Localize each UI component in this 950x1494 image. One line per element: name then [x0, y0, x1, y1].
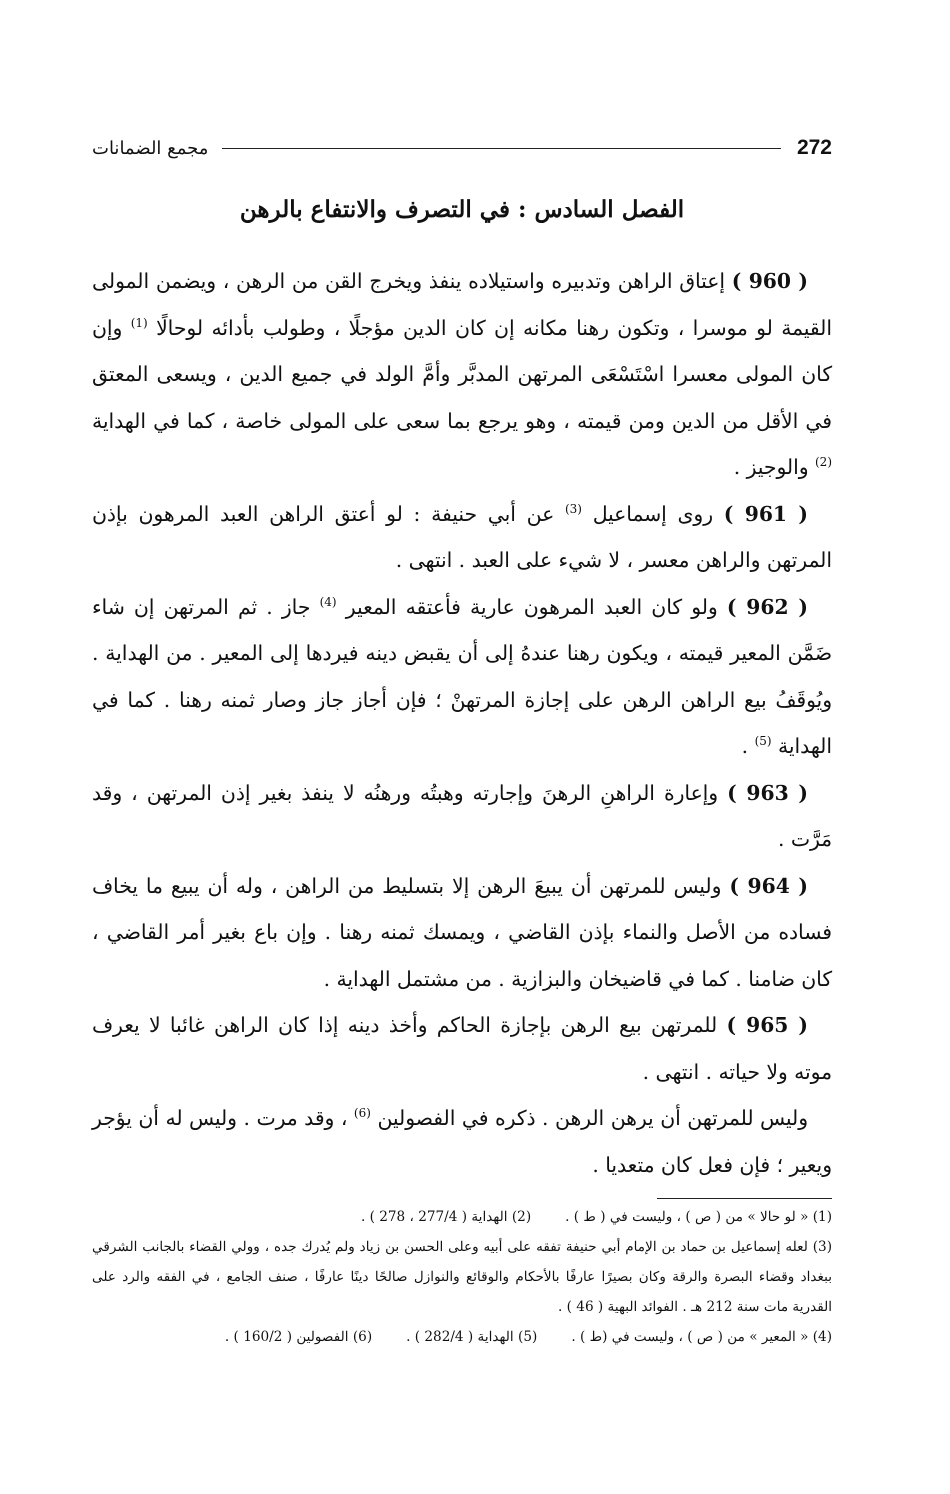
paragraph-text: جاز . ثم المرتهن إن شاء ضَمَّن المعير قيمته ، ويكون رهنا عندهُ إلى أن يقبض دينه فيردها إلى المعير . من الهداية . ويُوقَفُ بيع الراهن الرهن على إجازة المرتهنْ ؛ فإن أجاز جاز وصار ثمنه رهنا . كما في الهداية — [92, 594, 832, 758]
separator-line — [657, 1198, 832, 1199]
footnote-4: (4) « المعير » من ( ص ) ، وليست في (ط ) . — [571, 1329, 832, 1345]
book-title: مجمع الضمانات — [92, 137, 209, 159]
paragraph-text: وإن كان المولى معسرا اسْتَسْعَى المرتهن المدبَّر وأمَّ الولد في جميع الدين ، ويسعى المعتق في الأقل من الدين ومن قيمته ، وهو يرجع بما سعى على المولى خاصة ، كما في الهداية — [92, 315, 832, 433]
paragraph-text: وليس للمرتهن أن يرهن الرهن . ذكره في الفصولين — [370, 1106, 808, 1130]
paragraph-closing — [92, 1095, 832, 1188]
body-text — [92, 258, 832, 1177]
footnote-ref: (6) — [353, 1106, 371, 1121]
footnote-ref: (3) — [564, 501, 582, 516]
issue-number: ( 963 ) — [727, 780, 808, 805]
running-head — [92, 128, 832, 168]
footnote-row — [92, 1322, 832, 1352]
footnote-ref: (5) — [754, 734, 772, 749]
footnote-1: (1) « لو حالا » من ( ص ) ، وليست في ( ط ) . — [565, 1209, 832, 1225]
footnotes — [92, 1202, 832, 1352]
paragraph-text: ، وقد مرت . وليس له أن يؤجر ويعير ؛ فإن فعل كان متعديا . — [92, 1106, 832, 1177]
page-number: 272 — [796, 136, 832, 159]
paragraph-text: وليس للمرتهن أن يبيعَ الرهن إلا بتسليط من الراهن ، وله أن يبيع ما يخاف فساده من الأصل والنماء بإذن القاضي ، ويمسك ثمنه رهنا . وإن باع بغير أمر القاضي ، كان ضامنا . كما في قاضيخان والبزازية . من مشتمل الهداية . — [92, 873, 832, 991]
footnote-3: (3) لعله إسماعيل بن حماد بن الإمام أبي حنيفة تفقه على أبيه وعلى الحسن بن زياد ولم يُدرك جده ، وولي القضاء بالجانب الشرقي ببغداد وقضاء البصرة والرقة وكان بصيرًا عارفًا بالأحكام والوقائع والنوازل صالحًا دينًا عارفًا ، صنف الجامع ، في الفقه والرد على القدرية مات سنة 212 هـ . الفوائد البهية ( 46 ) . — [92, 1239, 832, 1315]
footnote-5: (5) الهداية ( 282/4 ) . — [406, 1329, 538, 1345]
chapter-title: الفصل السادس : في التصرف والانتفاع بالرهن — [239, 196, 685, 223]
paragraph-text: وإعارة الراهنِ الرهنَ وإجارته وهبتُه ورهنُه لا ينفذ بغير إذن المرتهن ، وقد مَرَّت . — [92, 780, 832, 851]
paragraph-text: ولو كان العبد المرهون عارية فأعتقه المعير — [336, 594, 727, 619]
paragraph-961 — [92, 491, 832, 584]
paragraph-965 — [92, 1002, 832, 1095]
issue-number: ( 965 ) — [726, 1013, 808, 1037]
paragraph-962 — [92, 584, 832, 770]
header-rule — [222, 148, 781, 149]
paragraph-text: روى إسماعيل — [581, 501, 724, 526]
paragraph-text: إعتاق الراهن وتدبيره واستيلاده ينفذ ويخرج القن من الرهن ، ويضمن المولى القيمة لو موسرا ، وتكون رهنا مكانه إن كان الدين مؤجلًا ، وطولب بأدائه لوحالًا — [92, 269, 832, 340]
issue-number: ( 964 ) — [729, 873, 808, 898]
paragraph-text: والوجيز . — [733, 455, 815, 479]
footnote-6: (6) الفصولين ( 160/2 ) . — [224, 1329, 373, 1345]
paragraph-964 — [92, 863, 832, 1003]
issue-number: ( 960 ) — [731, 269, 808, 293]
footnote-row — [92, 1202, 832, 1232]
footnote-ref: (1) — [130, 315, 148, 330]
paragraph-963 — [92, 770, 832, 863]
paragraph-960 — [92, 258, 832, 491]
paragraph-text: عن أبي حنيفة : لو أعتق الراهن العبد المرهون بإذن المرتهن والراهن معسر ، لا شيء على العبد . انتهى . — [92, 501, 832, 572]
footnote-2: (2) الهداية ( 277/4 ، 278 ) . — [360, 1209, 532, 1225]
footnote-ref: (2) — [814, 455, 832, 470]
issue-number: ( 961 ) — [723, 501, 808, 526]
issue-number: ( 962 ) — [726, 594, 808, 619]
paragraph-text: للمرتهن بيع الرهن بإجازة الحاكم وأخذ دينه إذا كان الراهن غائبا لا يعرف موته ولا حياته . انتهى . — [92, 1013, 832, 1084]
footnote-ref: (4) — [319, 594, 337, 609]
paragraph-text: . — [741, 734, 755, 758]
